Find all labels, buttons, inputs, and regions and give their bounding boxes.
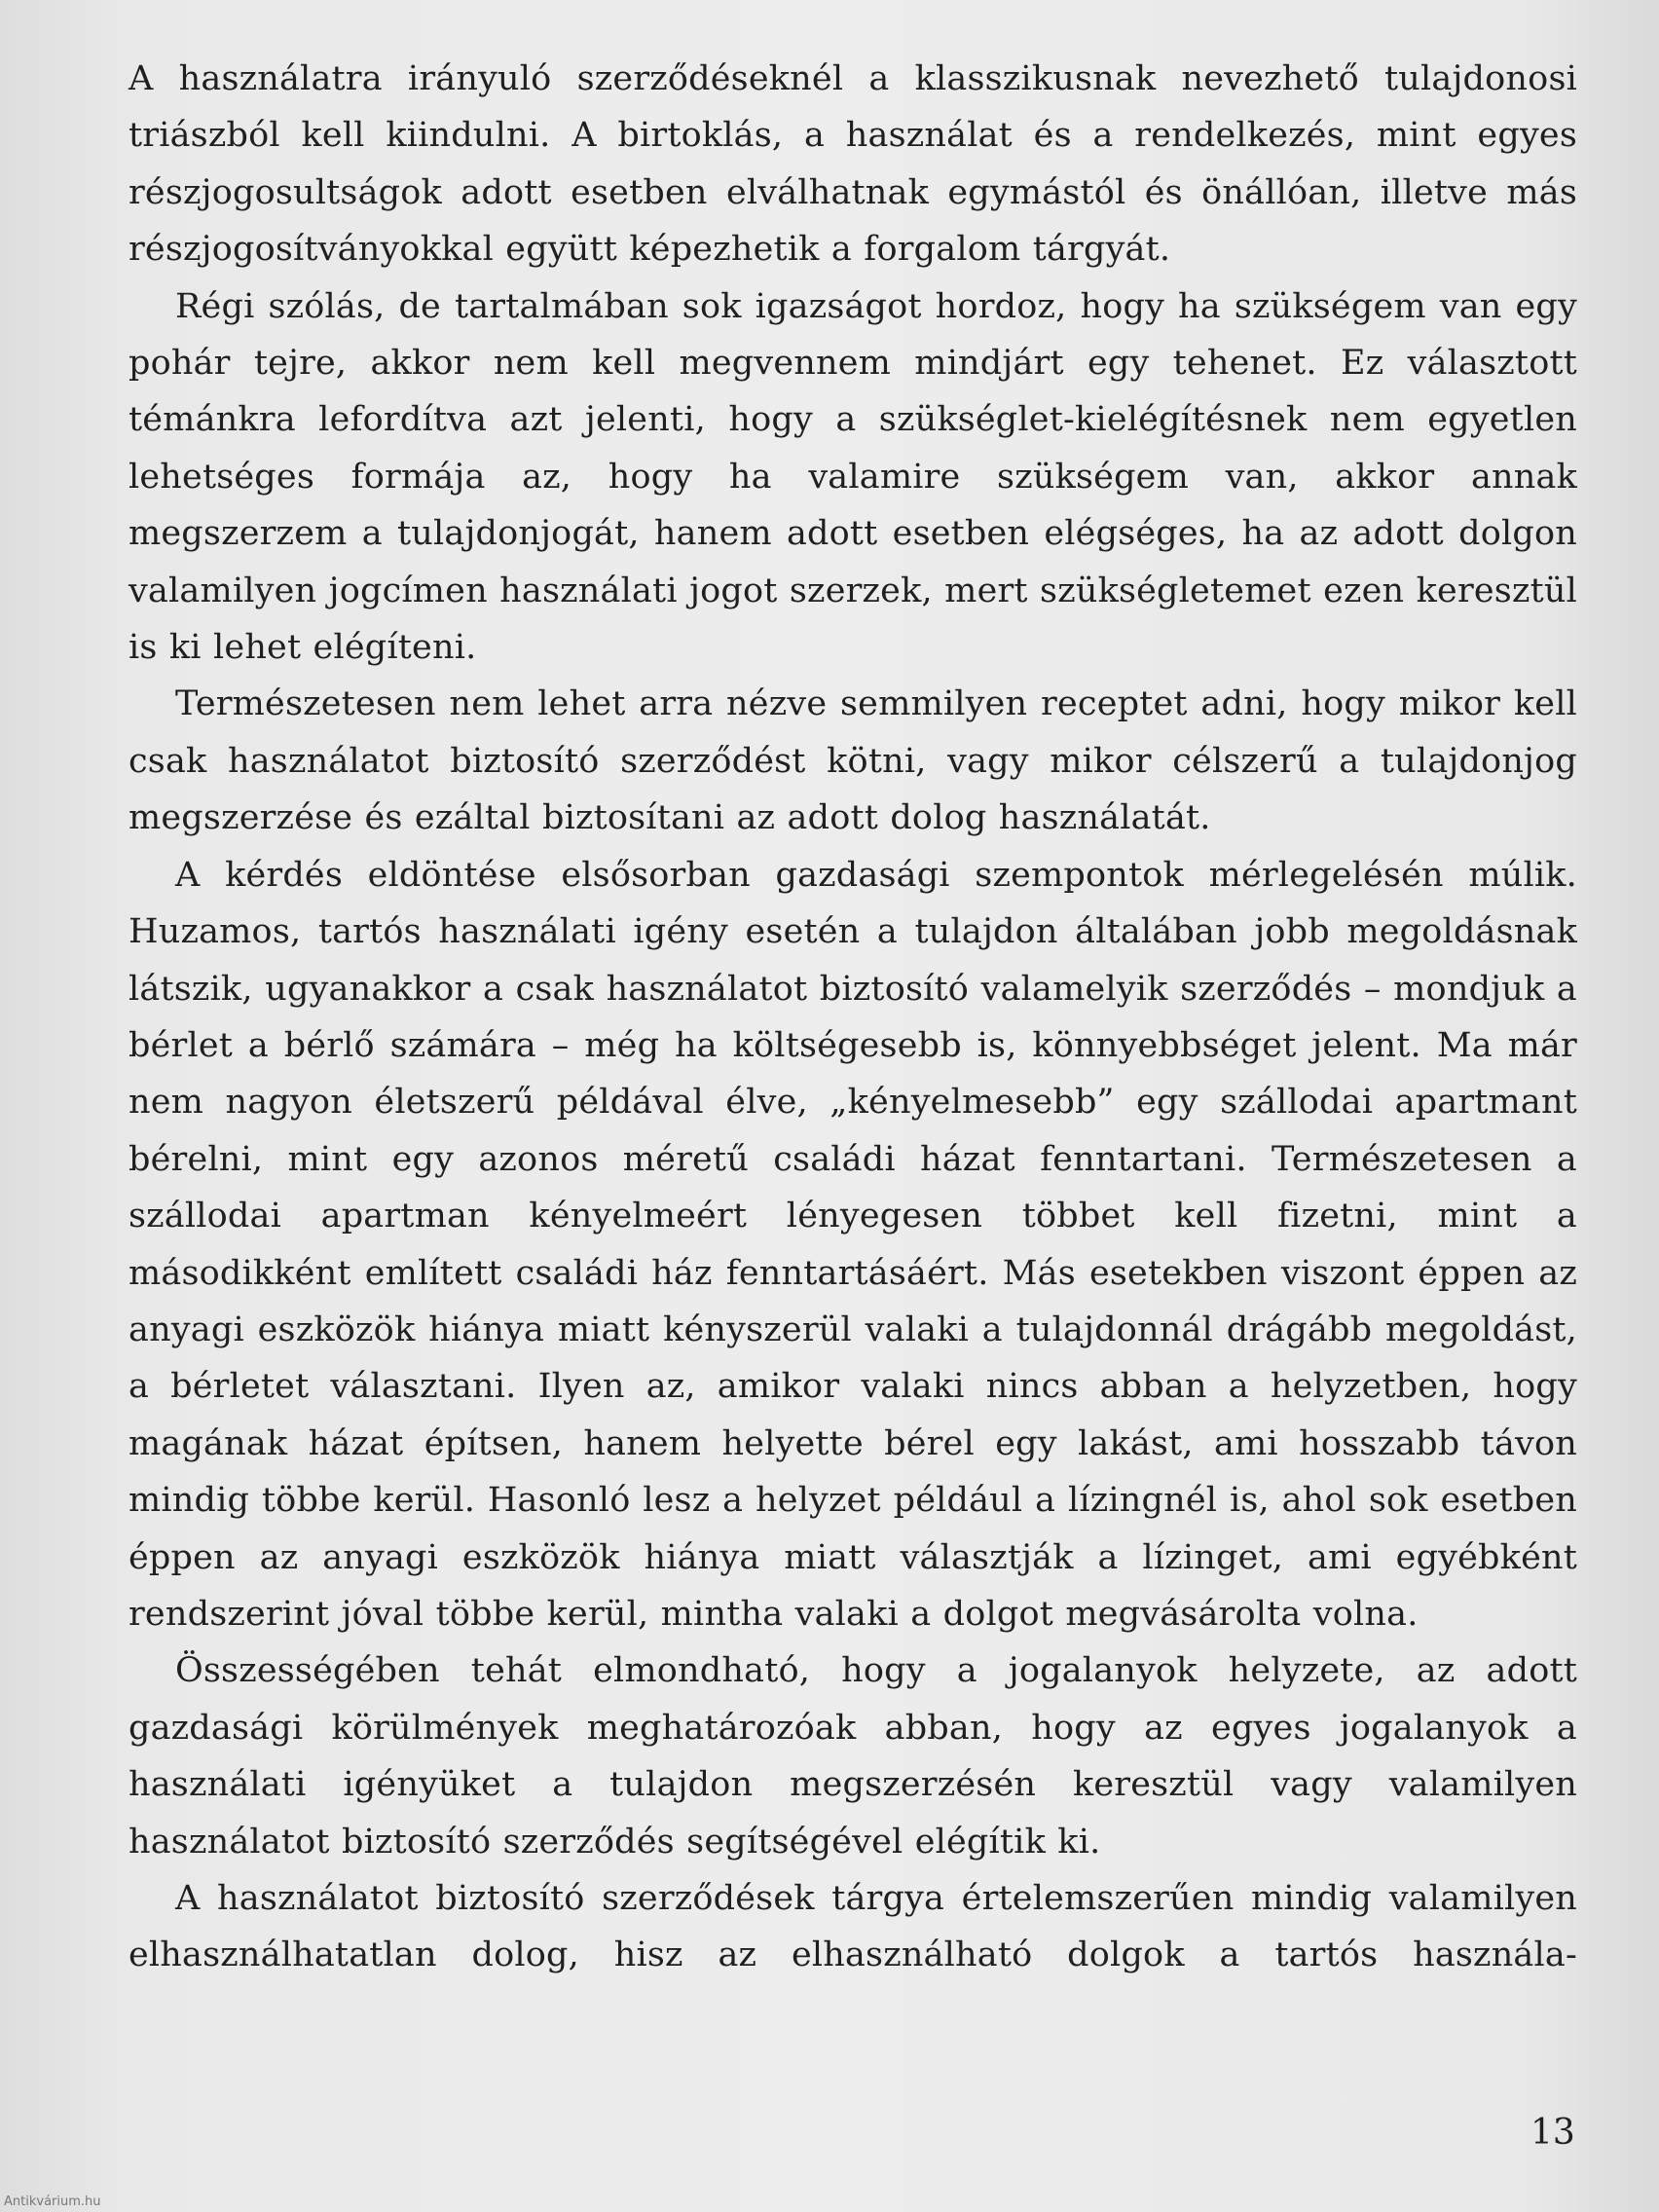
paragraph-1: A használatra irányuló szerződéseknél a klasszikusnak nevezhető tulajdonosi triászból kell kiindulni. A birtoklás, a használat és a rendelkezés, mint egyes részjogosultságok adott esetben elválhatnak egymástól és önállóan, illetve más részjogosítványokkal együtt képezhetik a forgalom tárgyát. xyxy=(129,59,1577,270)
paragraph-3: Természetesen nem lehet arra nézve semmilyen receptet adni, hogy mikor kell csak használatot biztosító szerződést kötni, vagy mikor célszerű a tulajdonjog megszerzése és ezáltal biztosítani az adott dolog használatát. xyxy=(129,684,1577,838)
paragraph-2: Régi szólás, de tartalmában sok igazságot hordoz, hogy ha szükségem van egy pohár tejre, akkor nem kell megvennem mindjárt egy tehenet. Ez választott témánkra lefordítva azt jelenti, hogy a szükséglet-kielégítésnek nem egyetlen lehetséges formája az, hogy ha valamire szükségem van, akkor annak megszerzem a tulajdonjogát, hanem adott esetben elégséges, ha az adott dolgon valamilyen jogcímen használati jogot szerzek, mert szükségletemet ezen keresztül is ki lehet elégíteni. xyxy=(129,286,1577,668)
body-text xyxy=(129,51,1577,1984)
paragraph-6: A használatot biztosító szerződések tárgya értelemszerűen mindig valamilyen elhasználhatatlan dolog, hisz az elhasználható dolgok a tartós használa- xyxy=(129,1879,1577,1975)
page-number: 13 xyxy=(1530,2113,1575,2153)
paragraph-4: A kérdés eldöntése elsősorban gazdasági szempontok mérlegelésén múlik. Huzamos, tartós használati igény esetén a tulajdon általában jobb megoldásnak látszik, ugyanakkor a csak használatot biztosító valamelyik szerződés – mondjuk a bérlet a bérlő számára – még ha költségesebb is, könnyebbséget jelent. Ma már nem nagyon életszerű példával élve, „kényelmesebb” egy szállodai apartmant bérelni, mint egy azonos méretű családi házat fenntartani. Természetesen a szállodai apartman kényelmeért lényegesen többet kell fizetni, mint a másodikként említett családi ház fenntartásáért. Más esetekben viszont éppen az anyagi eszközök hiánya miatt kényszerül valaki a tulajdonnál drágább megoldást, a bérletet választani. Ilyen az, amikor valaki nincs abban a helyzetben, hogy magának házat építsen, hanem helyette bérel egy lakást, ami hosszabb távon mindig többe kerül. Hasonló lesz a helyzet például a lízingnél is, ahol sok esetben éppen az anyagi eszközök hiánya miatt választják a lízinget, ami egyébként rendszerint jóval többe kerül, mintha valaki a dolgot megvásárolta volna. xyxy=(129,855,1577,1634)
paragraph-5: Összességében tehát elmondható, hogy a jogalanyok helyzete, az adott gazdasági körülmények meghatározóak abban, hogy az egyes jogalanyok a használati igényüket a tulajdon megszerzésén keresztül vagy valamilyen használatot biztosító szerződés segítségével elégítik ki. xyxy=(129,1651,1577,1862)
watermark: Antikvárium.hu xyxy=(4,2194,101,2209)
